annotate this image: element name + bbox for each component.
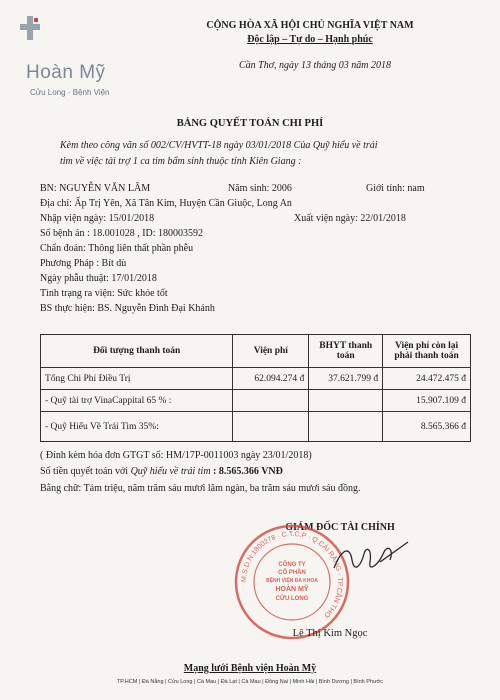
country-heading: CỘNG HÒA XÃ HỘI CHỦ NGHĨA VIỆT NAM: [206, 20, 414, 31]
logo-name: Hoàn Mỹ: [26, 62, 106, 83]
patient-gender: Giới tính: nam: [366, 183, 425, 194]
cell-remaining: 24.472.475 đ: [383, 368, 471, 390]
cell-insurance: 37.621.799 đ: [309, 368, 383, 390]
doctor: BS thực hiện: BS. Nguyễn Đình Đại Khánh: [40, 303, 215, 314]
invoice-note: ( Đính kèm hóa đơn GTGT số: HM/17P-0011003 ngày 23/01/2018): [40, 450, 312, 461]
cell-fee: [233, 412, 309, 442]
table-row: [41, 412, 471, 442]
settlement-line: [40, 466, 283, 477]
patient-address: Địa chỉ: Ấp Trị Yên, Xã Tân Kim, Huyện Cần Giuộc, Long An: [40, 198, 292, 209]
surgery-date: Ngày phẫu thuật: 17/01/2018: [40, 273, 157, 284]
cell-insurance: [309, 390, 383, 412]
settlement-amount: : 8.565.366 VNĐ: [210, 466, 283, 477]
cell-payer: - Quỹ Hiểu Về Trái Tim 35%:: [41, 412, 233, 442]
hospital-cross-icon: [20, 16, 40, 40]
cell-remaining: 8.565.366 đ: [383, 412, 471, 442]
diagnosis: Chẩn đoán: Thông liên thất phần phễu: [40, 243, 194, 254]
table-row: [41, 368, 471, 390]
motto: Độc lập – Tự do – Hạnh phúc: [247, 34, 373, 45]
settlement-fund: Quỹ hiểu về trái tim: [130, 466, 211, 477]
signer-name: Lê Thị Kim Ngọc: [292, 628, 368, 639]
stamp-line: CÔNG TY: [278, 562, 306, 568]
intro-line-2: tim về việc tài trợ 1 ca tim bẩm sinh thuộc tỉnh Kiên Giang :: [60, 156, 302, 167]
handwritten-signature: [330, 538, 410, 578]
stamp-line: BỆNH VIỆN ĐA KHOA: [266, 578, 318, 584]
cell-fee: 62.094.274 đ: [233, 368, 309, 390]
cell-fee: [233, 390, 309, 412]
col-header-fee: Viện phí: [233, 335, 309, 368]
settlement-prefix: Số tiền quyết toán với: [40, 466, 131, 477]
discharge-date: Xuất viện ngày: 22/01/2018: [294, 213, 406, 224]
footer-cities: TP.HCM | Đà Nẵng | Cửu Long | Cà Mau | Đà Lạt | Cà Mau | Đồng Nai | Minh Hải | Bình Dương | Bình Phước: [116, 679, 384, 685]
intro-line-1: Kèm theo công văn số 002/CV/HVTT-18 ngày 03/01/2018 Của Quỹ hiểu về trái: [60, 140, 378, 151]
patient-name: BN: NGUYỄN VĂN LÂM: [40, 183, 151, 194]
admit-date: Nhập viện ngày: 15/01/2018: [40, 213, 155, 224]
record-number: Số bệnh án : 18.001028 , ID: 180003592: [40, 228, 204, 239]
cell-remaining: 15.907.109 đ: [383, 390, 471, 412]
amount-in-words: Bằng chữ: Tám triệu, năm trăm sáu mươi lăm ngàn, ba trăm sáu mươi sáu đồng.: [40, 483, 361, 494]
table-row: [41, 390, 471, 412]
col-header-remaining: Viện phí còn lại phải thanh toán: [383, 335, 471, 368]
col-header-insurance: BHYT thanh toán: [309, 335, 383, 368]
document-title: BẢNG QUYẾT TOÁN CHI PHÍ: [176, 118, 324, 129]
logo-subtitle: Cửu Long · Bệnh Viện: [30, 88, 110, 97]
stamp-line: HOÀN MỸ: [275, 586, 309, 593]
cell-payer: - Quỹ tài trợ VinaCappital 65 % :: [41, 390, 233, 412]
cost-table: [40, 334, 471, 442]
cell-insurance: [309, 412, 383, 442]
stamp-line: CỔ PHẦN: [278, 570, 306, 576]
signer-role: GIÁM ĐỐC TÀI CHÍNH: [285, 522, 395, 533]
table-header-row: [41, 335, 471, 368]
col-header-payer: Đối tượng thanh toán: [41, 335, 233, 368]
discharge-status: Tình trạng ra viện: Sức khỏe tốt: [40, 288, 168, 299]
cell-payer: Tổng Chi Phí Điều Trị: [41, 368, 233, 390]
patient-birth: Năm sinh: 2006: [228, 183, 292, 194]
stamp-line: CỬU LONG: [275, 596, 309, 602]
place-date: Cần Thơ, ngày 13 tháng 03 năm 2018: [238, 60, 391, 71]
stamp-ring-text: M.S.D.N:1800278 · C.T.C.P · Q.CÁI RĂNG · TP.CẦN THƠ: [240, 530, 344, 619]
method: Phương Pháp : Bít dù: [40, 258, 127, 269]
footer-network: Mạng lưới Bệnh viện Hoàn Mỹ: [183, 663, 317, 674]
